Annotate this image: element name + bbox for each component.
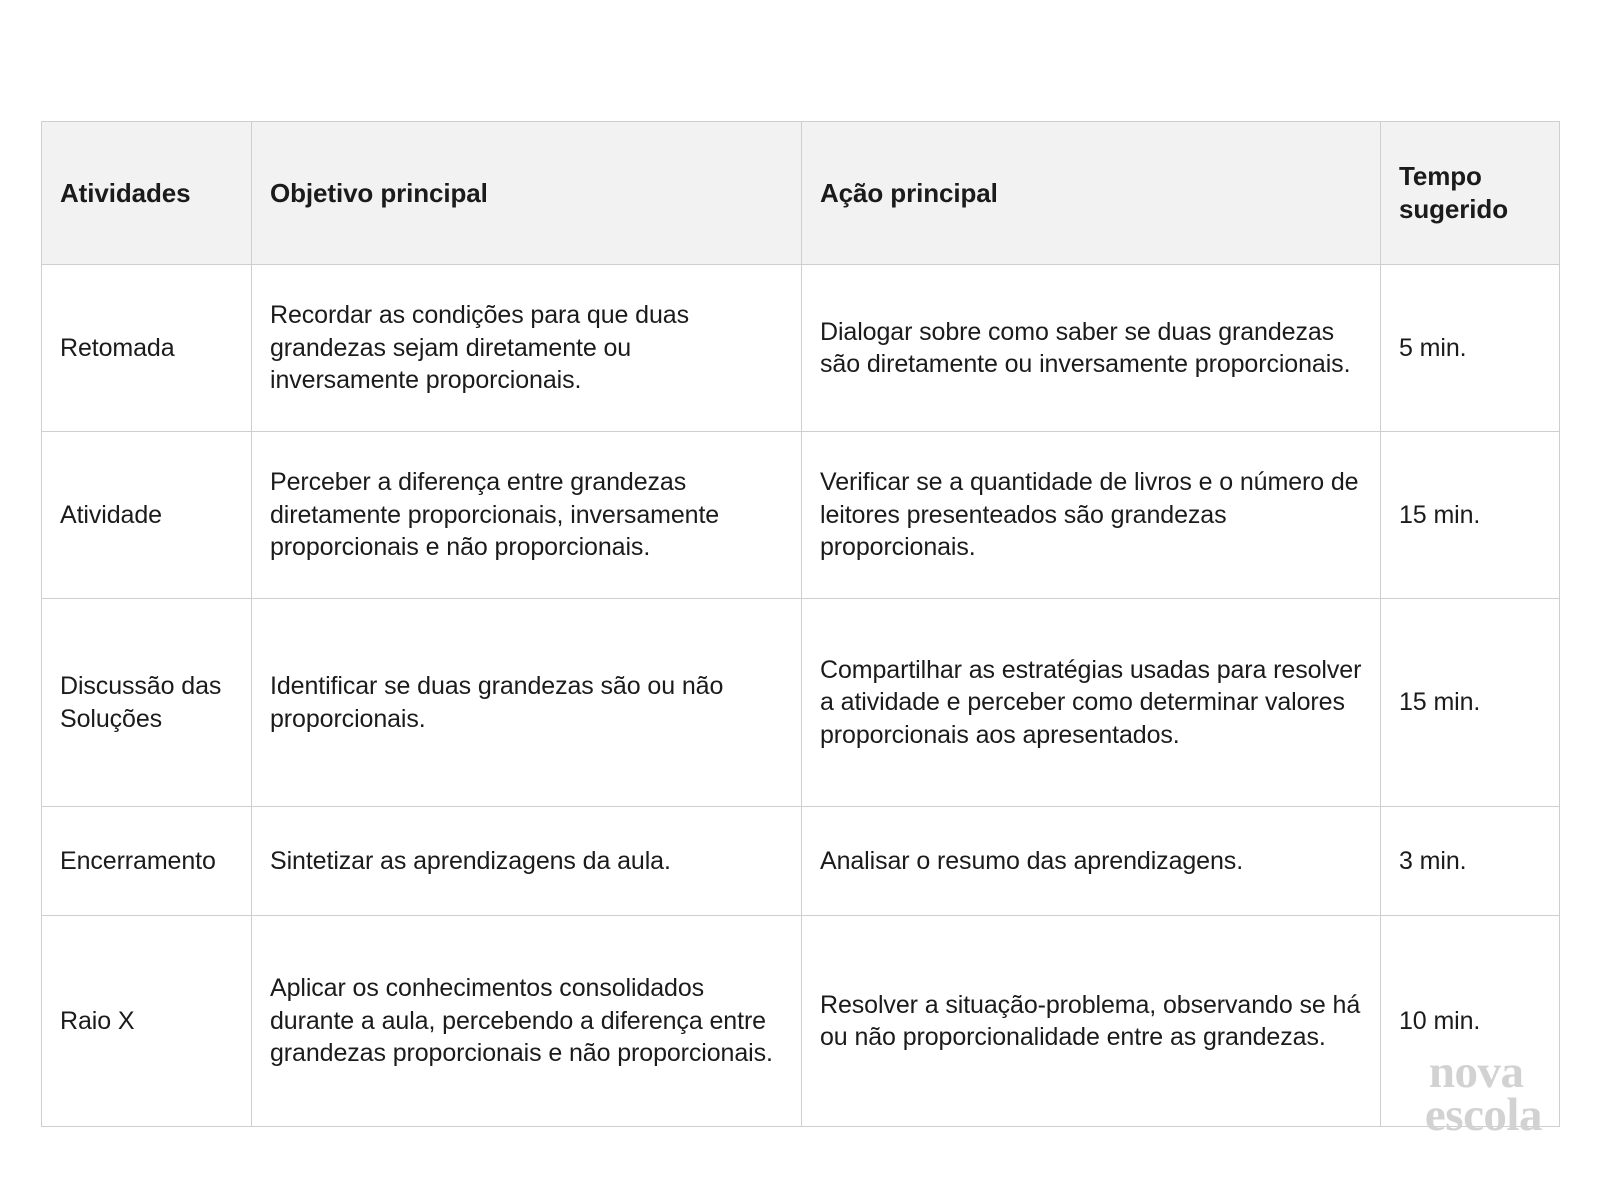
table-header bbox=[42, 122, 1560, 265]
column-header-objetivo-principal bbox=[252, 122, 802, 265]
cell-tempo: 3 min. bbox=[1381, 807, 1560, 916]
logo-line-nova: nova bbox=[1428, 1045, 1524, 1098]
cell-atividade: Atividade bbox=[42, 432, 252, 599]
cell-atividade: Discussão das Soluções bbox=[42, 599, 252, 807]
table-header-row bbox=[42, 122, 1560, 265]
logo-line-escola: escola bbox=[1424, 1089, 1542, 1142]
table-row bbox=[42, 265, 1560, 432]
cell-tempo: 15 min. bbox=[1381, 432, 1560, 599]
cell-objetivo: Identificar se duas grandezas são ou não proporcionais. bbox=[252, 599, 802, 807]
cell-atividade: Encerramento bbox=[42, 807, 252, 916]
cell-acao: Analisar o resumo das aprendizagens. bbox=[802, 807, 1381, 916]
column-header-objetivo-principal-label: Objetivo principal bbox=[270, 177, 488, 208]
column-header-tempo-sugerido-line1: Tempo bbox=[1399, 161, 1482, 192]
cell-objetivo: Perceber a diferença entre grandezas diretamente proporcionais, inversamente proporcionais e não proporcionais. bbox=[252, 432, 802, 599]
table-row bbox=[42, 916, 1560, 1127]
cell-tempo: 10 min. bbox=[1381, 916, 1560, 1127]
column-header-acao-principal bbox=[802, 122, 1381, 265]
column-header-acao-principal-label: Ação principal bbox=[820, 177, 998, 208]
cell-acao: Compartilhar as estratégias usadas para resolver a atividade e perceber como determinar valores proporcionais aos apresentados. bbox=[802, 599, 1381, 807]
table-row bbox=[42, 807, 1560, 916]
table-body bbox=[42, 265, 1560, 1127]
cell-objetivo: Aplicar os conhecimentos consolidados durante a aula, percebendo a diferença entre grandezas proporcionais e não proporcionais. bbox=[252, 916, 802, 1127]
cell-atividade: Retomada bbox=[42, 265, 252, 432]
cell-tempo: 5 min. bbox=[1381, 265, 1560, 432]
column-header-atividades bbox=[42, 122, 252, 265]
column-header-tempo-sugerido-line2: sugerido bbox=[1399, 194, 1508, 224]
cell-objetivo: Sintetizar as aprendizagens da aula. bbox=[252, 807, 802, 916]
nova-escola-logo bbox=[1424, 1045, 1542, 1142]
cell-acao: Resolver a situação-problema, observando se há ou não proporcionalidade entre as grandezas. bbox=[802, 916, 1381, 1127]
column-header-atividades-label: Atividades bbox=[60, 177, 191, 208]
lesson-plan-table bbox=[41, 121, 1560, 1127]
table-row bbox=[42, 432, 1560, 599]
lesson-plan-table-container bbox=[41, 121, 1559, 1127]
cell-objetivo: Recordar as condições para que duas grandezas sejam diretamente ou inversamente proporcionais. bbox=[252, 265, 802, 432]
cell-acao: Dialogar sobre como saber se duas grandezas são diretamente ou inversamente proporcionais. bbox=[802, 265, 1381, 432]
column-header-tempo-sugerido bbox=[1381, 122, 1560, 265]
cell-tempo: 15 min. bbox=[1381, 599, 1560, 807]
cell-acao: Verificar se a quantidade de livros e o número de leitores presenteados são grandezas proporcionais. bbox=[802, 432, 1381, 599]
cell-atividade: Raio X bbox=[42, 916, 252, 1127]
table-row bbox=[42, 599, 1560, 807]
